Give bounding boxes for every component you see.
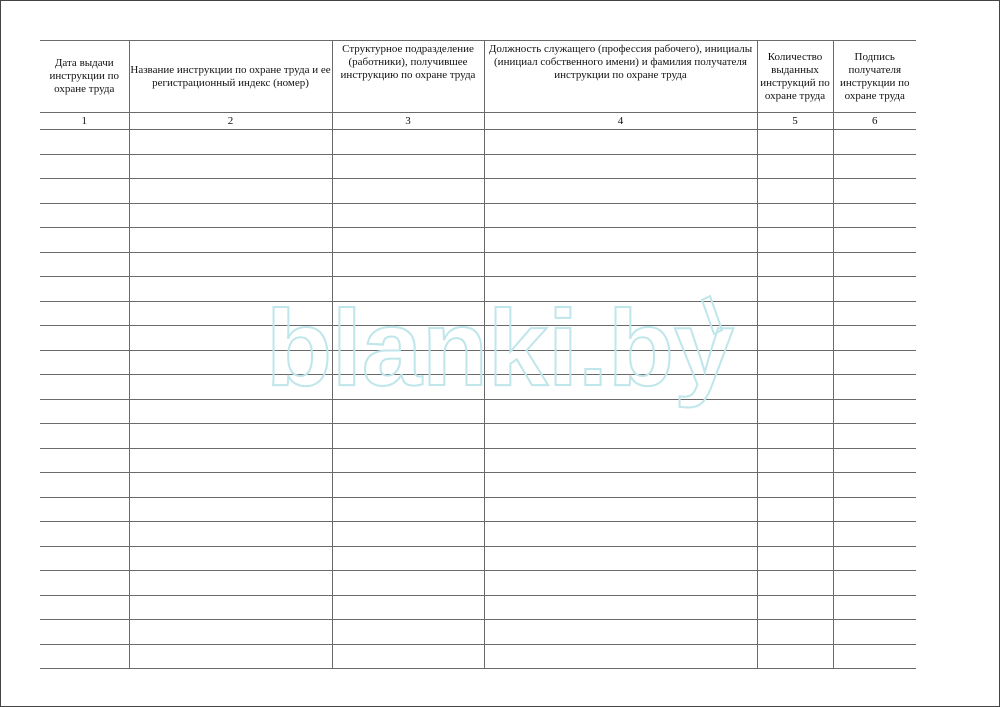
table-cell	[757, 644, 833, 669]
table-cell	[833, 473, 916, 498]
table-cell	[484, 203, 757, 228]
table-cell	[332, 448, 484, 473]
table-cell	[757, 326, 833, 351]
table-cell	[129, 301, 332, 326]
table-row	[40, 522, 916, 547]
table-cell	[833, 154, 916, 179]
table-cell	[332, 203, 484, 228]
column-header-instruction-name: Название инструкции по охране труда и ее регистрационный индекс (номер)	[129, 41, 332, 113]
table-cell	[332, 277, 484, 302]
table-cell	[332, 522, 484, 547]
table-cell	[484, 350, 757, 375]
table-cell	[40, 620, 129, 645]
table-row	[40, 277, 916, 302]
table-cell	[484, 154, 757, 179]
table-cell	[757, 473, 833, 498]
table-cell	[332, 252, 484, 277]
table-cell	[129, 252, 332, 277]
table-cell	[484, 546, 757, 571]
table-cell	[129, 399, 332, 424]
table-cell	[129, 179, 332, 204]
table-row	[40, 252, 916, 277]
table-cell	[484, 571, 757, 596]
table-cell	[757, 301, 833, 326]
table-cell	[129, 473, 332, 498]
table-cell	[129, 546, 332, 571]
table-cell	[833, 228, 916, 253]
table-cell	[129, 522, 332, 547]
table-cell	[484, 595, 757, 620]
table-cell	[484, 179, 757, 204]
table-cell	[332, 399, 484, 424]
table-cell	[757, 546, 833, 571]
table-cell	[757, 522, 833, 547]
table-row	[40, 424, 916, 449]
table-cell	[833, 252, 916, 277]
table-cell	[129, 497, 332, 522]
table-cell	[332, 179, 484, 204]
column-header-issue-date: Дата выдачи инструкции по охране труда	[40, 41, 129, 113]
table-cell	[332, 350, 484, 375]
table-cell	[833, 620, 916, 645]
table-cell	[833, 350, 916, 375]
table-cell	[833, 497, 916, 522]
table-cell	[757, 228, 833, 253]
table-row	[40, 179, 916, 204]
table-cell	[757, 179, 833, 204]
table-cell	[129, 154, 332, 179]
table-row	[40, 620, 916, 645]
table-cell	[833, 448, 916, 473]
table-row	[40, 448, 916, 473]
column-number: 1	[40, 113, 129, 130]
table-row	[40, 497, 916, 522]
column-number: 5	[757, 113, 833, 130]
table-cell	[332, 644, 484, 669]
table-cell	[40, 571, 129, 596]
table-cell	[332, 228, 484, 253]
table-cell	[484, 620, 757, 645]
table-cell	[757, 154, 833, 179]
column-number: 4	[484, 113, 757, 130]
table-cell	[484, 644, 757, 669]
table-cell	[833, 179, 916, 204]
table-cell	[129, 326, 332, 351]
table-cell	[833, 424, 916, 449]
table-cell	[40, 301, 129, 326]
table-row	[40, 130, 916, 155]
table-cell	[129, 424, 332, 449]
table-cell	[757, 448, 833, 473]
table-row	[40, 326, 916, 351]
table-cell	[484, 301, 757, 326]
column-header-quantity: Количество выданных инструкций по охране труда	[757, 41, 833, 113]
table-cell	[40, 203, 129, 228]
table-cell	[757, 620, 833, 645]
table-cell	[40, 350, 129, 375]
table-cell	[833, 571, 916, 596]
table-cell	[757, 350, 833, 375]
table-cell	[129, 375, 332, 400]
table-cell	[332, 326, 484, 351]
table-cell	[332, 546, 484, 571]
table-cell	[484, 473, 757, 498]
table-row	[40, 399, 916, 424]
table-cell	[833, 399, 916, 424]
column-number: 3	[332, 113, 484, 130]
table-cell	[484, 497, 757, 522]
table-cell	[40, 644, 129, 669]
table-cell	[757, 277, 833, 302]
table-cell	[40, 252, 129, 277]
table-row	[40, 301, 916, 326]
table-row	[40, 375, 916, 400]
table-row	[40, 350, 916, 375]
table-cell	[40, 595, 129, 620]
table-cell	[129, 644, 332, 669]
column-number: 2	[129, 113, 332, 130]
table-cell	[484, 448, 757, 473]
table-cell	[40, 473, 129, 498]
table-cell	[129, 448, 332, 473]
table-cell	[40, 424, 129, 449]
table-cell	[332, 473, 484, 498]
table-cell	[757, 203, 833, 228]
table-cell	[40, 179, 129, 204]
table-row	[40, 203, 916, 228]
table-cell	[833, 546, 916, 571]
table-cell	[129, 228, 332, 253]
table-cell	[484, 277, 757, 302]
table-cell	[40, 228, 129, 253]
column-header-department: Структурное подразделение (работники), получившее инструкцию по охране труда	[332, 41, 484, 113]
table-cell	[484, 424, 757, 449]
instruction-issue-journal-table	[40, 40, 916, 669]
table-cell	[484, 252, 757, 277]
table-row	[40, 644, 916, 669]
table-cell	[757, 424, 833, 449]
table-cell	[40, 497, 129, 522]
table-cell	[40, 375, 129, 400]
header-row	[40, 41, 916, 113]
table-row	[40, 595, 916, 620]
table-cell	[129, 571, 332, 596]
table-cell	[40, 399, 129, 424]
table-cell	[129, 620, 332, 645]
table-cell	[484, 375, 757, 400]
table-cell	[833, 326, 916, 351]
table-cell	[40, 546, 129, 571]
table-cell	[129, 203, 332, 228]
table-cell	[757, 252, 833, 277]
table-row	[40, 473, 916, 498]
table-cell	[40, 522, 129, 547]
table-cell	[833, 203, 916, 228]
table-cell	[757, 595, 833, 620]
table-cell	[833, 301, 916, 326]
table-cell	[129, 350, 332, 375]
table-cell	[40, 130, 129, 155]
table-cell	[332, 301, 484, 326]
table-cell	[484, 228, 757, 253]
table-cell	[332, 571, 484, 596]
table-cell	[757, 375, 833, 400]
table-cell	[332, 497, 484, 522]
table-cell	[40, 154, 129, 179]
table-row	[40, 546, 916, 571]
table-cell	[833, 644, 916, 669]
column-header-recipient-position: Должность служащего (профессия рабочего), инициалы (инициал собственного имени) и фамилия получателя инструкции по охране труда	[484, 41, 757, 113]
journal-body	[40, 130, 916, 669]
table-cell	[332, 595, 484, 620]
table-cell	[484, 326, 757, 351]
table-cell	[757, 130, 833, 155]
table-row	[40, 154, 916, 179]
table-cell	[332, 620, 484, 645]
watermark-text: blanki.by	[265, 290, 735, 408]
table-cell	[833, 375, 916, 400]
table-cell	[332, 154, 484, 179]
table-cell	[40, 277, 129, 302]
table-cell	[332, 375, 484, 400]
table-cell	[833, 522, 916, 547]
table-cell	[332, 424, 484, 449]
table-cell	[833, 595, 916, 620]
column-header-signature: Подпись получателя инструкции по охране труда	[833, 41, 916, 113]
table-cell	[757, 571, 833, 596]
table-cell	[484, 522, 757, 547]
table-cell	[833, 130, 916, 155]
column-number: 6	[833, 113, 916, 130]
table-cell	[40, 326, 129, 351]
table-cell	[129, 130, 332, 155]
table-row	[40, 571, 916, 596]
table-cell	[484, 399, 757, 424]
table-row	[40, 228, 916, 253]
table-cell	[757, 497, 833, 522]
table-cell	[484, 130, 757, 155]
table-cell	[833, 277, 916, 302]
column-number-row	[40, 113, 916, 130]
table-cell	[332, 130, 484, 155]
table-cell	[757, 399, 833, 424]
table-cell	[129, 277, 332, 302]
table-cell	[129, 595, 332, 620]
table-cell	[40, 448, 129, 473]
